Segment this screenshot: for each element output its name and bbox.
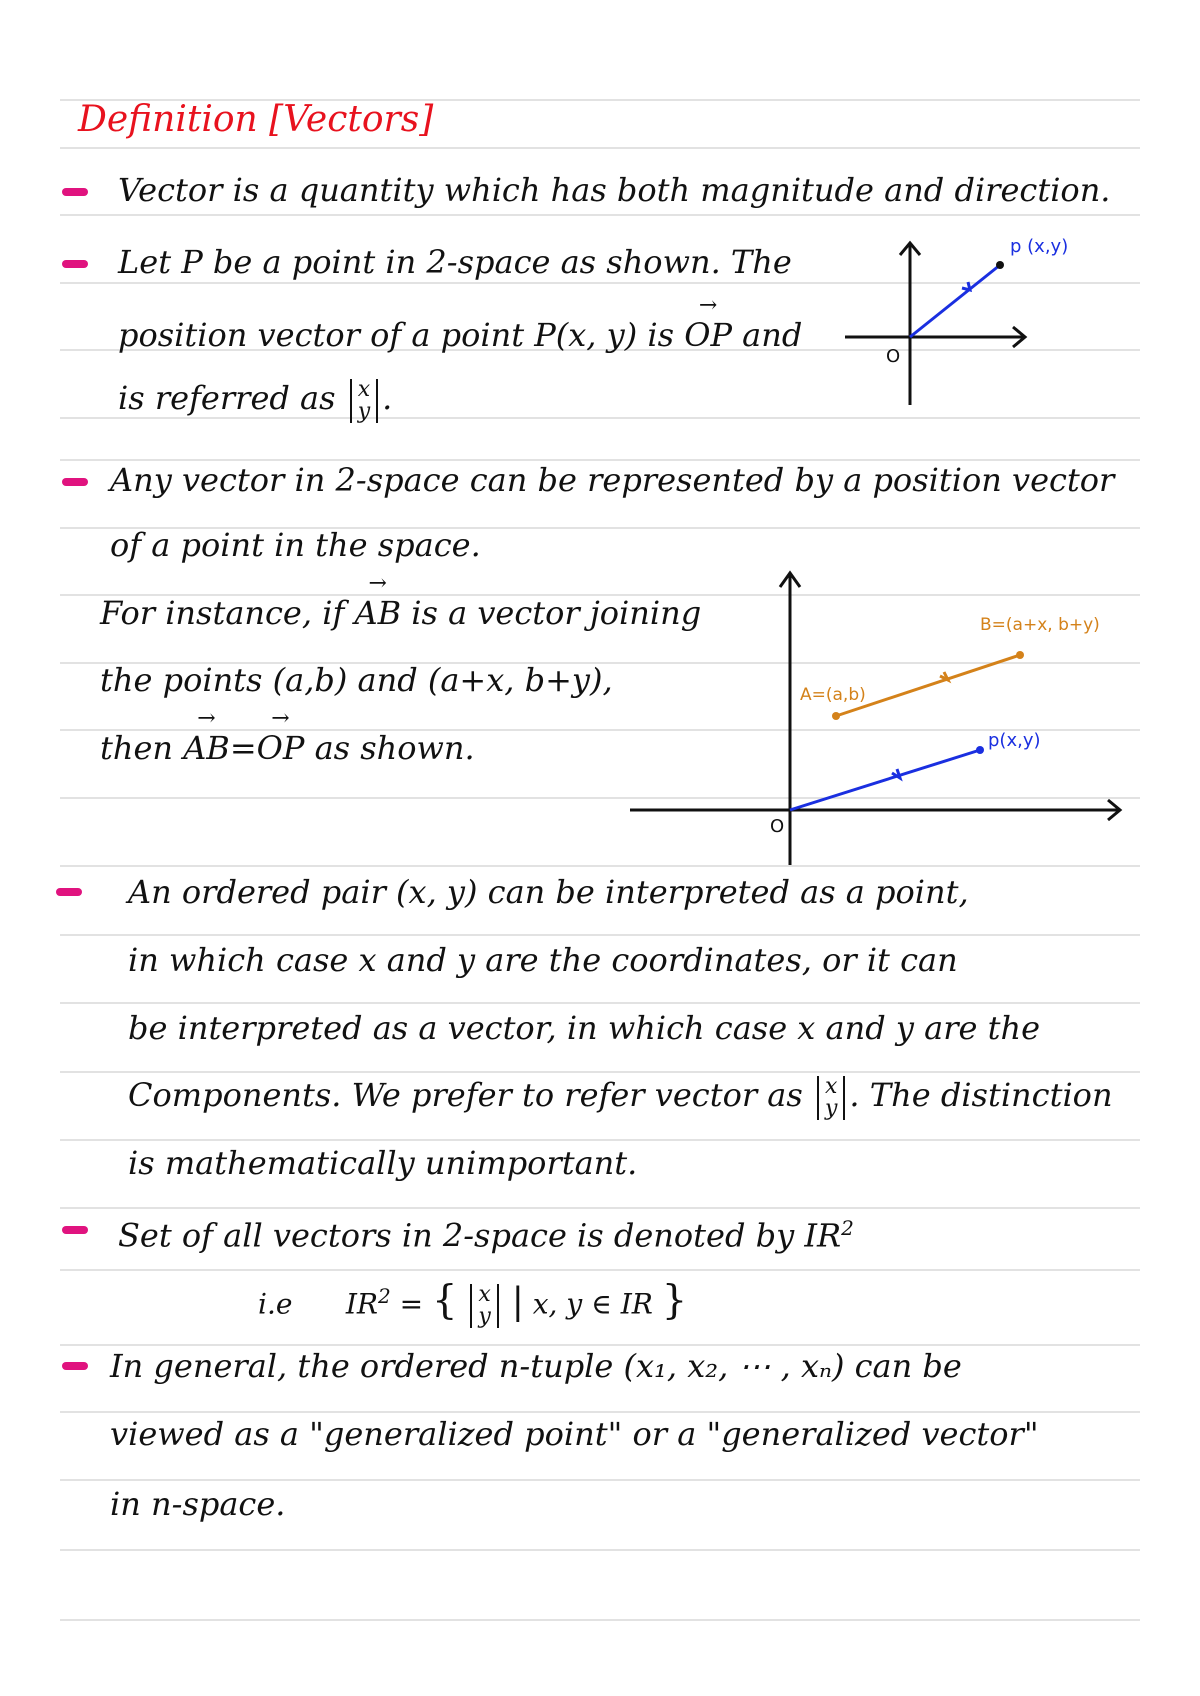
- equals-sign: =: [229, 729, 257, 767]
- point-p: [976, 746, 984, 754]
- para3-line2: of a point in the space.: [110, 526, 481, 564]
- para3-line4: the points (a,b) and (a+x, b+y),: [100, 661, 613, 699]
- figure-position-vector: [886, 236, 1140, 440]
- page-title: Definition [Vectors]: [78, 99, 434, 140]
- vector-ab: → AB: [183, 728, 230, 768]
- point-b: [1016, 651, 1024, 659]
- set-condition: x, y ∈ IR: [532, 1287, 653, 1321]
- para1-line1: Vector is a quantity which has both magnitude and direction.: [118, 171, 1111, 209]
- colvec-y: y: [824, 1095, 838, 1121]
- para3-line3-text: For instance, if: [100, 594, 345, 632]
- colvec-y: y: [357, 398, 371, 424]
- column-vector: [817, 1073, 845, 1121]
- vector-ab: → AB: [354, 593, 401, 633]
- bullet-marker: [62, 478, 88, 486]
- para4-line4-distinction: . The distinction: [849, 1076, 1113, 1114]
- point-p: [996, 261, 1004, 269]
- para6-line2: viewed as a "generalized point" or a "generalized vector": [110, 1415, 1039, 1453]
- ie-label: i.e: [258, 1287, 293, 1321]
- r2-symbol: IR: [345, 1287, 378, 1321]
- para4-line4: [128, 1075, 1113, 1120]
- colvec-x: x: [824, 1073, 838, 1099]
- bullet-marker: [62, 1362, 88, 1370]
- para2-line2-and: and: [742, 316, 803, 354]
- vector-op: → OP: [257, 728, 305, 768]
- origin-label: O: [770, 816, 785, 837]
- para3-line5: [100, 728, 475, 768]
- origin-label: O: [886, 346, 901, 367]
- para3-line3-text-b: is a vector joining: [411, 594, 702, 632]
- colvec-x: x: [478, 1281, 491, 1307]
- bullet-marker: [56, 888, 82, 896]
- para2-line3-text: is referred as: [118, 379, 336, 417]
- para4-line1: An ordered pair (x, y) can be interpreted as a point,: [128, 873, 969, 911]
- para5-line2: [258, 1276, 687, 1328]
- colvec-x: x: [357, 376, 371, 402]
- superscript-2: 2: [841, 1216, 854, 1240]
- para2-line2: [118, 315, 802, 355]
- para4-line2: in which case x and y are the coordinates, or it can: [128, 941, 958, 979]
- para2-line2-text: position vector of a point P(x, y) is: [118, 316, 675, 354]
- para2-line3: is referred as x y .: [118, 376, 393, 424]
- para3-line5-as-shown: as shown.: [314, 729, 475, 767]
- vector-ab-arrow-icon: [940, 672, 948, 680]
- para4-line3: be interpreted as a vector, in which case x and y are the: [128, 1009, 1040, 1047]
- set-divider-icon: |: [511, 1281, 524, 1323]
- position-vector-line: [910, 265, 1000, 337]
- para4-line5: is mathematically unimportant.: [128, 1144, 638, 1182]
- r2-symbol: IR: [804, 1216, 842, 1255]
- bullet-marker: [62, 1226, 88, 1234]
- colvec-y: y: [478, 1303, 491, 1329]
- column-vector: [470, 1281, 498, 1329]
- point-b-label: B=(a+x, b+y): [980, 615, 1100, 635]
- column-vector: [350, 376, 378, 424]
- para3-line1: Any vector in 2-space can be represented by a position vector: [110, 461, 1115, 499]
- para6-line3: in n-space.: [110, 1485, 286, 1523]
- point-a: [832, 712, 840, 720]
- para5-line1-text: Set of all vectors in 2-space is denoted by: [118, 1216, 795, 1255]
- point-a-label: A=(a,b): [800, 685, 866, 705]
- para5-line1: [118, 1208, 854, 1256]
- point-p-label: p(x,y): [988, 730, 1041, 751]
- para4-line4-text: Components. We prefer to refer vector as: [128, 1076, 803, 1114]
- bullet-marker: [62, 260, 88, 268]
- para3-line5-then: then: [100, 729, 174, 767]
- para2-line1: Let P be a point in 2-space as shown. The: [118, 243, 792, 281]
- left-brace-icon: {: [432, 1277, 458, 1324]
- figure-translated-vector: [600, 560, 1160, 860]
- equals-sign: =: [399, 1287, 424, 1321]
- right-brace-icon: }: [661, 1277, 688, 1324]
- vector-op-line: [790, 750, 980, 810]
- vector-op: → OP: [684, 315, 732, 355]
- para6-line1: In general, the ordered n-tuple (x₁, x₂, ⋯ , xₙ) can be: [110, 1347, 962, 1385]
- vector-direction-arrow-icon: [962, 282, 970, 290]
- bullet-marker: [62, 188, 88, 196]
- superscript-2: 2: [378, 1284, 391, 1308]
- point-p-label: p (x,y): [1010, 236, 1069, 257]
